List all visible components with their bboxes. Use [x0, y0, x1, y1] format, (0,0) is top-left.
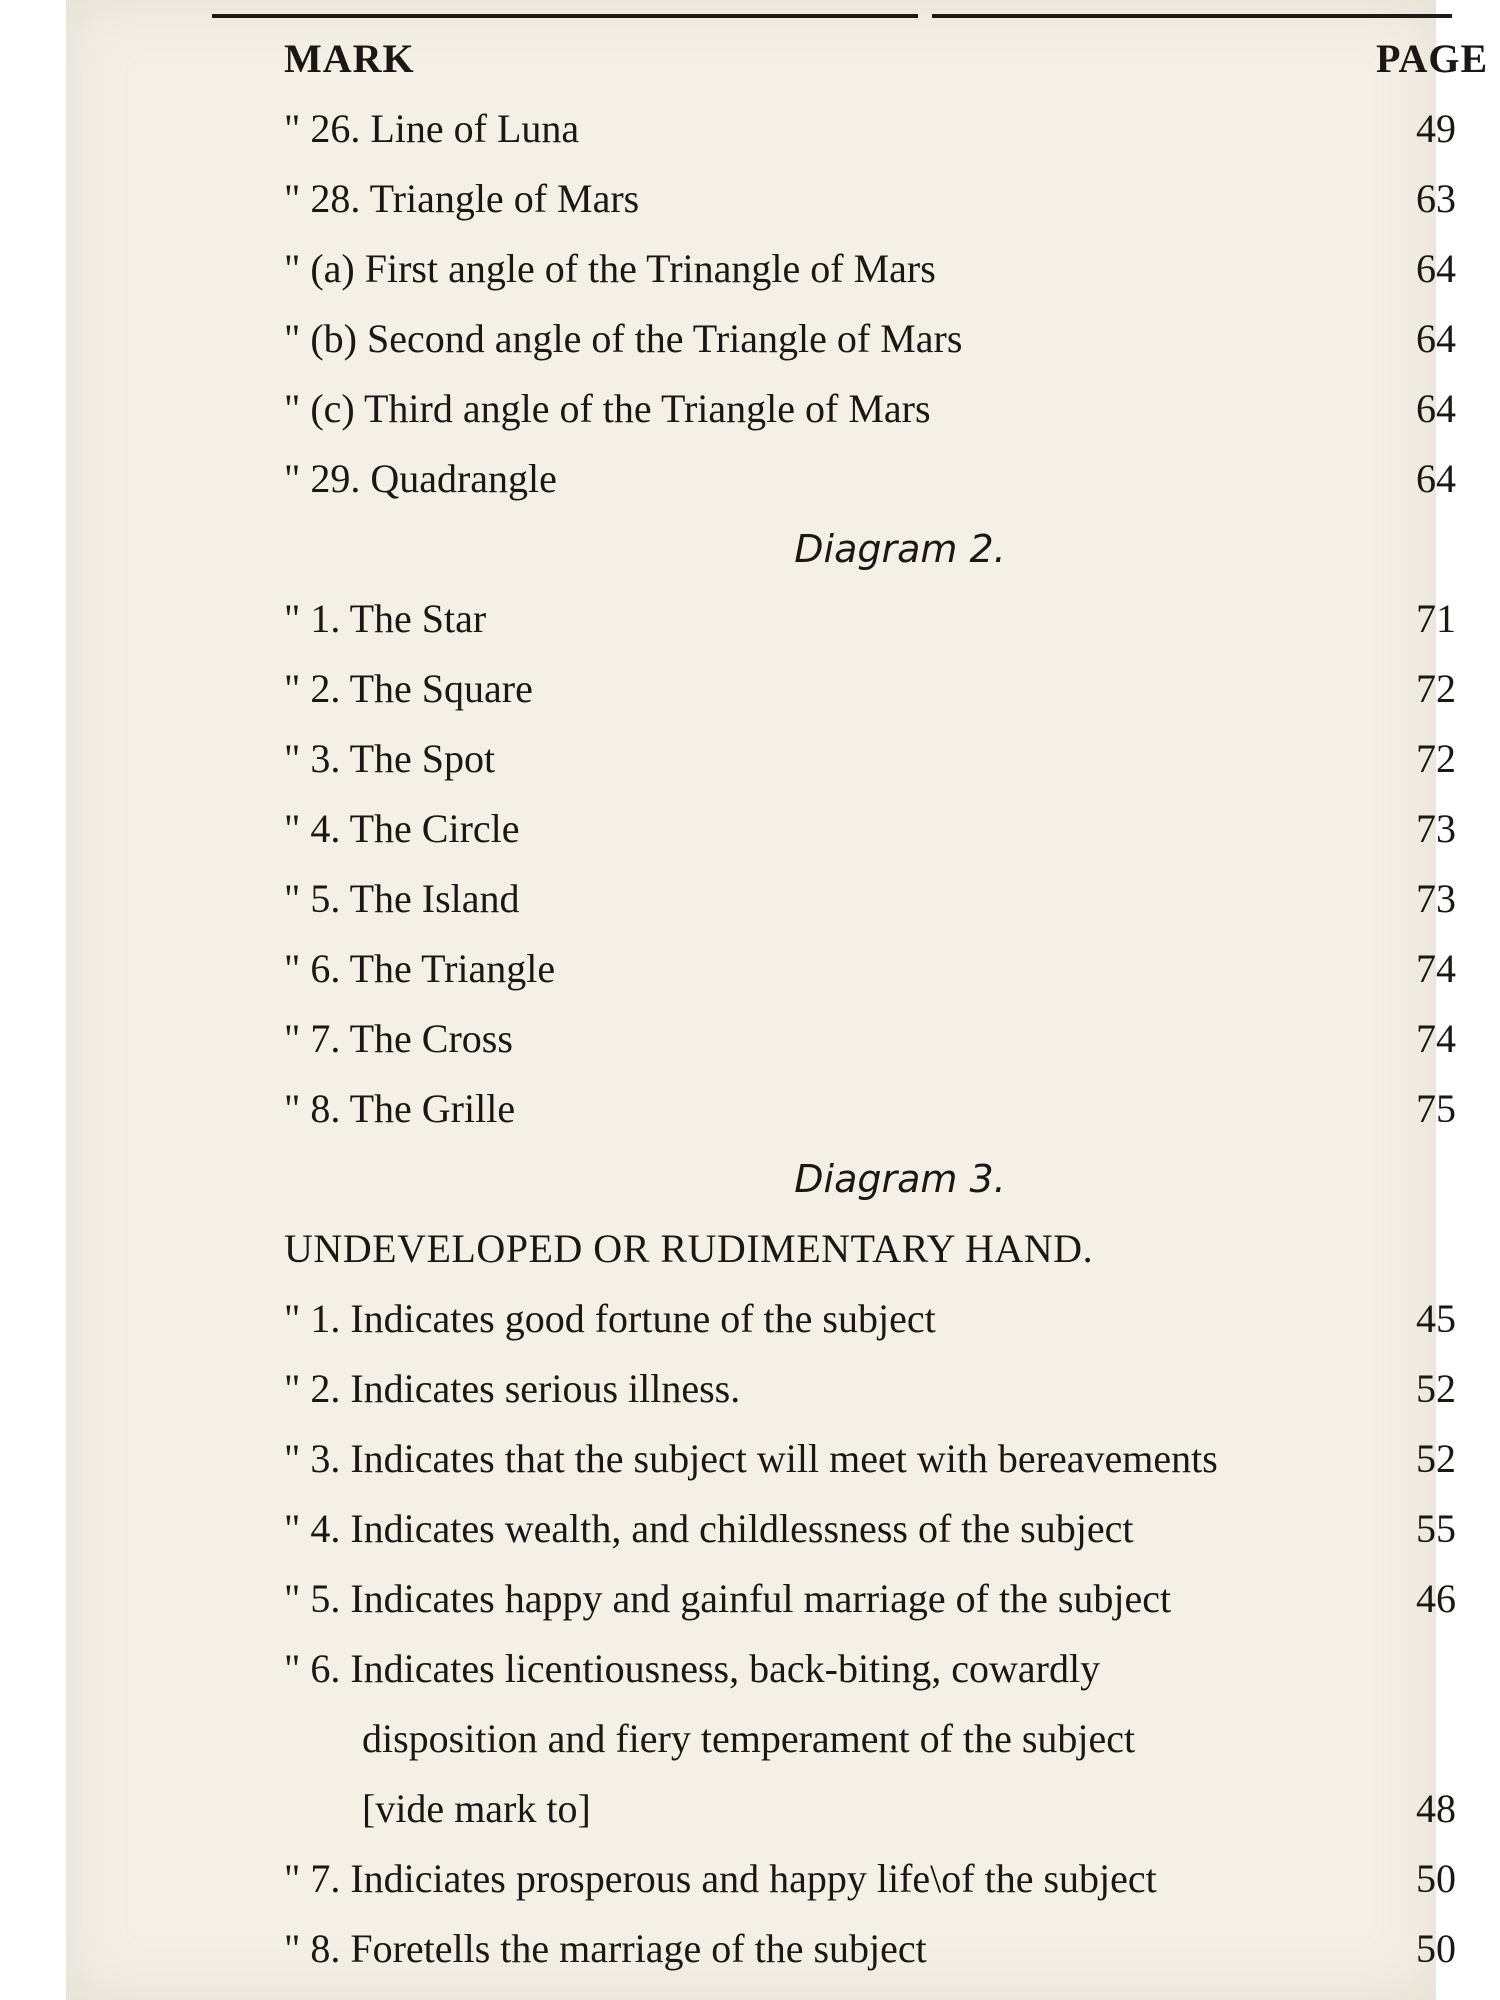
index-list — [284, 24, 1489, 1984]
entry-page: 73 — [1416, 806, 1456, 851]
entry-page: 64 — [1416, 456, 1456, 501]
list-item — [284, 584, 1456, 654]
entry-text: " 1. The Star — [284, 596, 487, 641]
entry-text: " 8. Foretells the marriage of the subject — [284, 1926, 927, 1971]
entry-text: " (c) Third angle of the Triangle of Mars — [284, 386, 931, 431]
list-item — [284, 304, 1456, 374]
entry-page: 50 — [1416, 1856, 1456, 1901]
entry-text: " 28. Triangle of Mars — [284, 176, 640, 221]
entry-page: 73 — [1416, 876, 1456, 921]
list-item — [284, 934, 1456, 1004]
entry-text: " 1. Indicates good fortune of the subject — [284, 1296, 936, 1341]
entry-page: 46 — [1416, 1576, 1456, 1621]
entry-text: " 5. Indicates happy and gainful marriage of the subject — [284, 1576, 1172, 1621]
diagram-3-heading — [284, 1144, 1456, 1214]
list-item — [284, 1424, 1456, 1494]
list-item — [284, 234, 1456, 304]
list-item-continuation — [284, 1774, 1456, 1844]
entry-text: " 7. Indiciates prosperous and happy life\of the subject — [284, 1856, 1157, 1901]
section-title-text: UNDEVELOPED OR RUDIMENTARY HAND. — [284, 1226, 1094, 1271]
list-item — [284, 724, 1456, 794]
mark-column-label: MARK — [284, 36, 415, 81]
column-header — [284, 24, 1489, 94]
entry-page: 74 — [1416, 1016, 1456, 1061]
entry-text: " 2. Indicates serious illness. — [284, 1366, 741, 1411]
entry-text: " 8. The Grille — [284, 1086, 516, 1131]
entry-text: " 4. Indicates wealth, and childlessness of the subject — [284, 1506, 1134, 1551]
entry-text: " 3. The Spot — [284, 736, 496, 781]
entry-page: 63 — [1416, 176, 1456, 221]
list-item — [284, 1074, 1456, 1144]
list-item — [284, 864, 1456, 934]
entry-page: 52 — [1416, 1366, 1456, 1411]
entry-text: " (a) First angle of the Trinangle of Mars — [284, 246, 936, 291]
entry-text: " 6. Indicates licentiousness, back-biting, cowardly — [284, 1646, 1101, 1691]
list-item — [284, 94, 1456, 164]
entry-text: " 7. The Cross — [284, 1016, 513, 1061]
list-item — [284, 1564, 1456, 1634]
list-item — [284, 1634, 1456, 1704]
entry-page: 74 — [1416, 946, 1456, 991]
list-item — [284, 1354, 1456, 1424]
list-item — [284, 1494, 1456, 1564]
top-rule-left — [212, 14, 918, 18]
entry-page: 64 — [1416, 316, 1456, 361]
entry-page: 50 — [1416, 1926, 1456, 1971]
book-page — [66, 0, 1489, 2000]
top-rule-right — [932, 14, 1452, 18]
entry-text: " 2. The Square — [284, 666, 533, 711]
list-item — [284, 444, 1456, 514]
entry-page: 64 — [1416, 246, 1456, 291]
entry-page: 71 — [1416, 596, 1456, 641]
list-item — [284, 164, 1456, 234]
entry-page: 72 — [1416, 736, 1456, 781]
entry-page: 64 — [1416, 386, 1456, 431]
list-item — [284, 654, 1456, 724]
entry-text: [vide mark to] — [362, 1786, 591, 1831]
list-item — [284, 1004, 1456, 1074]
diagram-2-heading — [284, 514, 1456, 584]
entry-text: " (b) Second angle of the Triangle of Mars — [284, 316, 963, 361]
list-item — [284, 1844, 1456, 1914]
list-item — [284, 1914, 1456, 1984]
entry-page: 45 — [1416, 1296, 1456, 1341]
list-item-continuation — [284, 1704, 1456, 1774]
entry-text: " 5. The Island — [284, 876, 520, 921]
entry-page: 55 — [1416, 1506, 1456, 1551]
diagram-label: Diagram 2. — [794, 527, 1006, 571]
entry-page: 48 — [1416, 1786, 1456, 1831]
entry-text: disposition and fiery temperament of the subject — [362, 1716, 1136, 1761]
entry-text: " 4. The Circle — [284, 806, 520, 851]
list-item — [284, 374, 1456, 444]
entry-page: 72 — [1416, 666, 1456, 711]
list-item — [284, 1284, 1456, 1354]
list-item — [284, 794, 1456, 864]
entry-page: 75 — [1416, 1086, 1456, 1131]
entry-text: " 6. The Triangle — [284, 946, 556, 991]
entry-page: 49 — [1416, 106, 1456, 151]
diagram-label: Diagram 3. — [794, 1157, 1006, 1201]
entry-text: " 29. Quadrangle — [284, 456, 557, 501]
entry-text: " 26. Line of Luna — [284, 106, 580, 151]
entry-text: " 3. Indicates that the subject will meet with bereavements — [284, 1436, 1218, 1481]
page-column-label: PAGE — [1376, 36, 1489, 81]
section-title — [284, 1214, 1456, 1284]
entry-page: 52 — [1416, 1436, 1456, 1481]
